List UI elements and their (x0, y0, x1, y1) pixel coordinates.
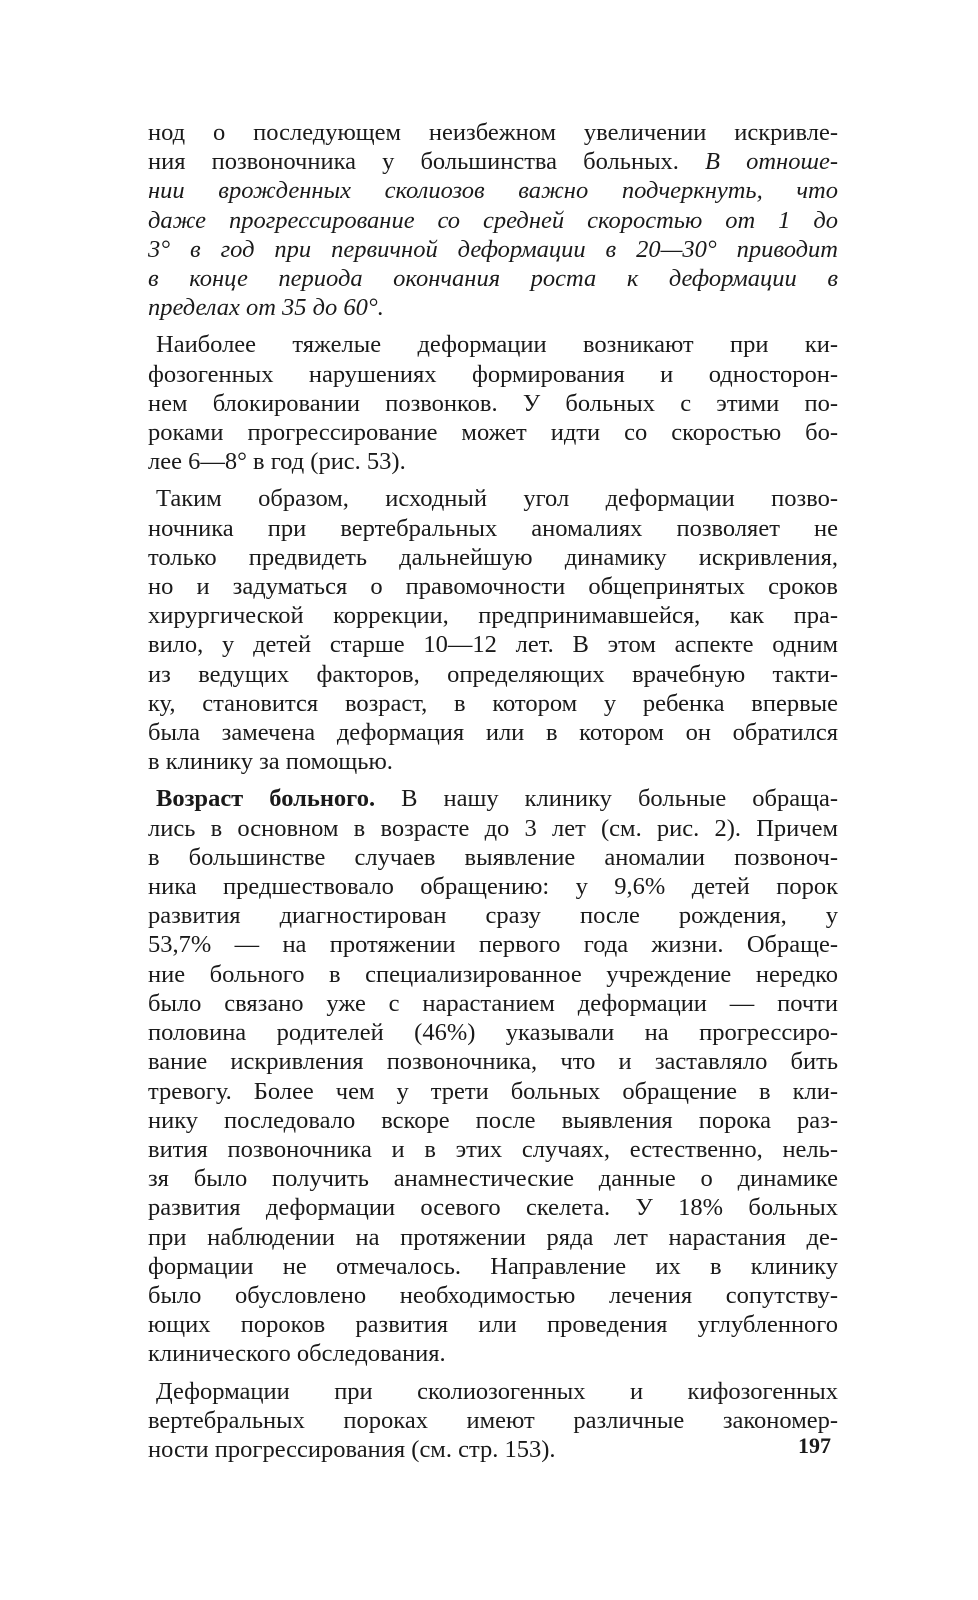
text-line (148, 484, 838, 513)
text-line (148, 872, 838, 901)
text-line (148, 543, 838, 572)
text-run: 53,7% — на протяжении первого года жизни. Обраще- (148, 931, 838, 959)
text-run: в большинстве случаев выявление аномалии позвоноч- (148, 843, 838, 871)
text-line (148, 1377, 838, 1406)
text-line (148, 718, 838, 747)
italic-run: В отноше- (705, 148, 838, 176)
text-line (148, 418, 838, 447)
text-line (148, 447, 838, 476)
text-line (148, 1281, 838, 1310)
text-line (148, 814, 838, 843)
text-run: формации не отмечалось. Направление их в клинику (148, 1252, 838, 1280)
text-line (148, 660, 838, 689)
text-line (148, 1047, 838, 1076)
text-line (148, 1106, 838, 1135)
text-run: вития позвоночника и в этих случаях, естественно, нель- (148, 1135, 838, 1163)
text-line (148, 1018, 838, 1047)
text-line (148, 1193, 838, 1222)
paragraph (148, 330, 838, 476)
page-body (148, 118, 838, 1472)
italic-run: даже прогрессирование со средней скоростью от 1 до (148, 206, 838, 234)
text-run: зя было получить анамнестические данные о динамике (148, 1165, 838, 1193)
text-line (148, 264, 838, 293)
text-run: ющих пороков развития или проведения углубленного (148, 1311, 838, 1339)
text-run: Наиболее тяжелые деформации возникают при ки- (156, 331, 838, 359)
paragraph (148, 1377, 838, 1465)
text-run: половина родителей (46%) указывали на прогрессиро- (148, 1019, 838, 1047)
italic-run: 3° в год при первичной деформации в 20—30° приводит (148, 235, 838, 263)
text-line (148, 630, 838, 659)
text-line (148, 206, 838, 235)
text-line (148, 747, 838, 776)
bold-run: Возраст больного. (156, 785, 376, 813)
text-line (148, 960, 838, 989)
text-run: Деформации при сколиозогенных и кифозогенных (156, 1377, 838, 1405)
text-run: ночника при вертебральных аномалиях позволяет не (148, 514, 838, 542)
text-line (148, 118, 838, 147)
text-run: ку, становится возраст, в котором у ребенка впервые (148, 689, 838, 717)
text-line (148, 1164, 838, 1193)
text-run: В нашу клинику больные обраща- (375, 785, 838, 813)
text-run: было обусловлено необходимостью лечения сопутству- (148, 1281, 838, 1309)
text-run: тревогу. Более чем у трети больных обращение в кли- (148, 1077, 838, 1105)
text-run: только предвидеть дальнейшую динамику искривления, (148, 543, 838, 571)
text-run: фозогенных нарушениях формирования и односторон- (148, 360, 838, 388)
text-run: развития деформации осевого скелета. У 18% больных (148, 1194, 838, 1222)
text-line (148, 689, 838, 718)
paragraph (148, 484, 838, 776)
text-line (148, 330, 838, 359)
text-line (148, 293, 838, 322)
text-run: в клинику за помощью. (148, 748, 393, 776)
text-line (148, 147, 838, 176)
text-run: ности прогрессирования (см. стр. 153). (148, 1435, 556, 1463)
text-run: роками прогрессирование может идти со скоростью бо- (148, 419, 838, 447)
text-run: была замечена деформация или в котором он обратился (148, 719, 838, 747)
text-run: нем блокировании позвонков. У больных с этими по- (148, 389, 838, 417)
text-line (148, 930, 838, 959)
text-run: ние больного в специализированное учреждение нередко (148, 960, 838, 988)
text-line (148, 1223, 838, 1252)
text-run: было связано уже с нарастанием деформации — почти (148, 989, 838, 1017)
text-run: нод о последующем неизбежном увеличении искривле- (148, 119, 838, 146)
text-line (148, 514, 838, 543)
text-run: вание искривления позвоночника, что и заставляло бить (148, 1048, 838, 1076)
text-run: лись в основном в возрасте до 3 лет (см. рис. 2). Причем (148, 814, 838, 842)
text-run: ния позвоночника у большинства больных. (148, 148, 706, 176)
text-line (148, 1077, 838, 1106)
text-line (148, 572, 838, 601)
text-run: но и задуматься о правомочности общепринятых сроков (148, 573, 838, 601)
text-line (148, 1310, 838, 1339)
text-run: лее 6—8° в год (рис. 53). (148, 448, 406, 476)
paragraph (148, 118, 838, 322)
text-line (148, 989, 838, 1018)
italic-run: пределах от 35 до 60°. (148, 294, 384, 322)
text-run: нику последовало вскоре после выявления порока раз- (148, 1106, 838, 1134)
text-run: хирургической коррекции, предпринимавшейся, как пра- (148, 602, 838, 630)
text-line (148, 1406, 838, 1435)
text-line (148, 176, 838, 205)
text-line (148, 360, 838, 389)
text-run: вертебральных пороках имеют различные закономер- (148, 1406, 838, 1434)
text-run: ника предшествовало обращению: у 9,6% детей порок (148, 873, 838, 901)
text-run: при наблюдении на протяжении ряда лет нарастания де- (148, 1223, 838, 1251)
text-line (148, 601, 838, 630)
text-run: вило, у детей старше 10—12 лет. В этом аспекте одним (148, 631, 838, 659)
text-run: из ведущих факторов, определяющих врачебную такти- (148, 660, 838, 688)
italic-run: нии врожденных сколиозов важно подчеркнуть, что (148, 177, 838, 205)
paragraph (148, 784, 838, 1368)
text-line (148, 1435, 838, 1464)
text-line (148, 784, 838, 813)
text-line (148, 1339, 838, 1368)
text-run: клинического обследования. (148, 1340, 446, 1368)
text-run: Таким образом, исходный угол деформации позво- (156, 485, 838, 513)
italic-run: в конце периода окончания роста к деформации в (148, 265, 838, 293)
page-number: 197 (798, 1433, 831, 1458)
text-line (148, 901, 838, 930)
text-line (148, 1252, 838, 1281)
text-line (148, 235, 838, 264)
text-line (148, 843, 838, 872)
text-line (148, 389, 838, 418)
text-run: развития диагностирован сразу после рождения, у (148, 902, 838, 930)
text-line (148, 1135, 838, 1164)
